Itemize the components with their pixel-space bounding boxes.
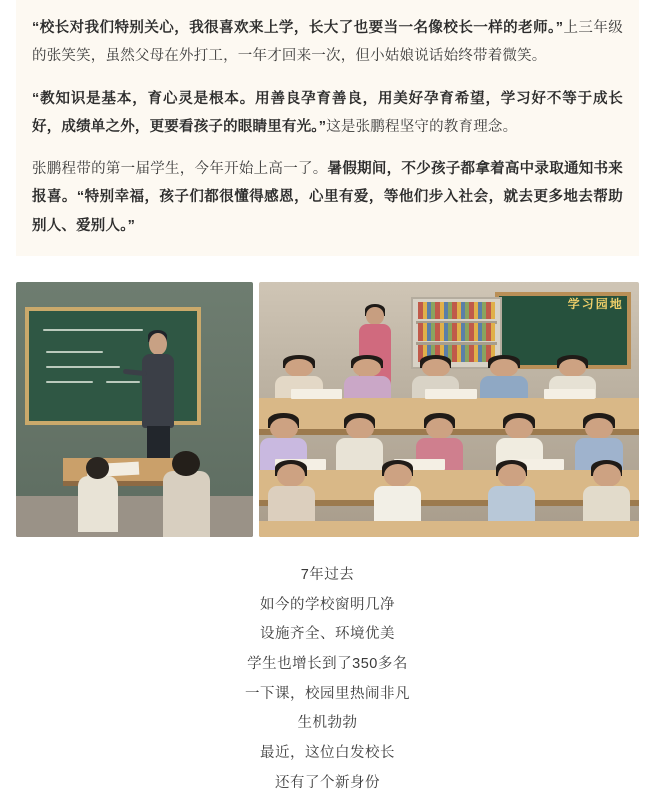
poem-line: 一下课，校园里热闹非凡	[245, 685, 410, 702]
paragraph	[32, 155, 623, 240]
paragraph-bold-run: “教知识是基本，育心灵是根本。用善良孕育善良，用美好孕育希望，学习好不等于成长好，成绩单之外，更要看孩子的眼睛里有光。”	[32, 90, 623, 135]
teacher-figure	[139, 333, 177, 466]
quote-card	[16, 0, 639, 256]
teacher-body	[142, 354, 174, 428]
books	[418, 323, 495, 341]
student-figure	[163, 471, 210, 537]
poem-line: 设施齐全、环境优美	[260, 626, 395, 643]
chalk-line	[43, 329, 143, 331]
paragraph	[32, 14, 623, 71]
poem-line: 生机勃勃	[297, 715, 358, 732]
paragraph-bold-run: “校长对我们特别关心，我很喜欢来上学，长大了也要当一名像校长一样的老师。”	[32, 20, 564, 36]
paragraph-plain-run: 张鹏程带的第一届学生，今年开始上高一了。	[32, 161, 328, 178]
classroom-students-photo	[259, 282, 639, 537]
floor	[16, 496, 253, 537]
student-figure	[78, 476, 118, 532]
poem-line: 7年过去	[300, 566, 355, 583]
poem-line: 学生也增长到了350多名	[247, 656, 408, 673]
poem-line: 最近，这位白发校长	[260, 745, 395, 762]
adult-head	[366, 307, 384, 324]
chalk-line	[46, 351, 103, 353]
photo-left-scene	[16, 282, 253, 537]
poem-line: 还有了个新身份	[275, 774, 380, 791]
paragraph-bold-run: 暑假期间，不少孩子都拿着高中录取通知书来报喜。“特别幸福，孩子们都很懂得感恩，心里有爱，等他们步入社会，就去更多地去帮助别人、爱别人。”	[32, 161, 624, 234]
classroom-teacher-photo	[16, 282, 253, 537]
paragraph	[32, 85, 623, 142]
chalk-line	[46, 381, 93, 383]
teacher-head	[149, 333, 166, 356]
paragraph-plain-run: 这是张鹏程坚守的教育理念。	[326, 118, 518, 135]
poem-block	[16, 561, 639, 799]
paragraph-plain-run: 上三年级的张笑笑，虽然父母在外打工，一年才回来一次，但小姑娘说话始终带着微笑。	[32, 20, 623, 65]
books	[418, 302, 495, 320]
board-title: 学习园地	[567, 296, 624, 311]
desk-row	[259, 521, 639, 537]
photo-strip	[16, 282, 639, 537]
chalk-line	[46, 366, 120, 368]
chalk-line	[106, 381, 139, 383]
poem-line: 如今的学校窗明几净	[260, 596, 395, 613]
photo-right-scene	[259, 282, 639, 537]
